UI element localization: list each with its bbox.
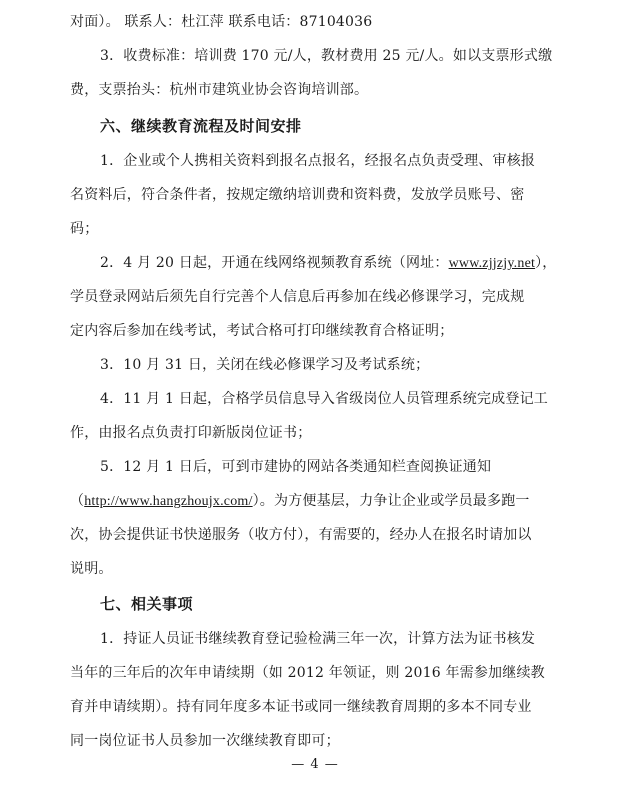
section-6-heading: 六、继续教育流程及时间安排 bbox=[100, 117, 302, 135]
item-1-line-4: 同一岗位证书人员参加一次继续教育即可； bbox=[70, 733, 340, 749]
item-1-line-2: 当年的三年后的次年申请续期（如 2012 年领证，则 2016 年需参加继续教 bbox=[70, 665, 545, 681]
step-5-line-2 bbox=[0, 491, 630, 512]
item-1-line-3: 育并申请续期）。持有同年度多本证书或同一继续教育周期的多本不同专业 bbox=[70, 699, 532, 715]
fee-standard-line-cont: 费，支票抬头：杭州市建筑业协会咨询培训部。 bbox=[70, 82, 369, 98]
step-4-line-2: 作，由报名点负责打印新版岗位证书； bbox=[70, 425, 312, 441]
step-1-line-2: 名资料后，符合条件者，按规定缴纳培训费和资料费，发放学员账号、密 bbox=[70, 187, 525, 203]
step-5-line-3: 次，协会提供证书快递服务（收方付），有需要的，经办人在报名时请加以 bbox=[70, 527, 532, 543]
step-2-line-1 bbox=[0, 253, 630, 274]
item-1-line-1: 1．持证人员证书继续教育登记验检满三年一次，计算方法为证书核发 bbox=[100, 631, 536, 647]
zjjzjy-link[interactable]: www.zjjzjy.net bbox=[448, 256, 536, 271]
step-1-line-1: 1．企业或个人携相关资料到报名点报名，经报名点负责受理、审核报 bbox=[100, 153, 536, 169]
step-2-line-3: 定内容后参加在线考试，考试合格可打印继续教育合格证明； bbox=[70, 323, 454, 339]
step-2-text-end: ）， bbox=[535, 255, 557, 271]
step-5-text-cont: ）。为方便基层，力争让企业或学员最多跑一 bbox=[252, 493, 530, 509]
fee-standard-line: 3．收费标准：培训费 170 元/人，教材费用 25 元/人。如以支票形式缴 bbox=[100, 48, 553, 64]
hangzhoujx-link[interactable]: http://www.hangzhoujx.com/ bbox=[84, 494, 253, 509]
step-3-line: 3．10 月 31 日，关闭在线必修课学习及考试系统； bbox=[100, 357, 430, 373]
page-number: — 4 — bbox=[291, 757, 339, 772]
step-2-text: 2．4 月 20 日起，开通在线网络视频教育系统（网址： bbox=[100, 255, 449, 271]
step-2-line-2: 学员登录网站后须先自行完善个人信息后再参加在线必修课学习，完成规 bbox=[70, 289, 525, 305]
step-4-line-1: 4．11 月 1 日起，合格学员信息导入省级岗位人员管理系统完成登记工 bbox=[100, 391, 548, 407]
step-5-paren-open: （ bbox=[70, 493, 85, 509]
step-5-line-1: 5．12 月 1 日后，可到市建协的网站各类通知栏查阅换证通知 bbox=[100, 459, 492, 475]
step-5-line-4: 说明。 bbox=[70, 561, 113, 577]
contact-line: 对面）。 联系人：杜江萍 联系电话：87104036 bbox=[70, 14, 373, 30]
section-7-heading: 七、相关事项 bbox=[100, 595, 194, 613]
step-1-line-3: 码； bbox=[70, 221, 99, 237]
